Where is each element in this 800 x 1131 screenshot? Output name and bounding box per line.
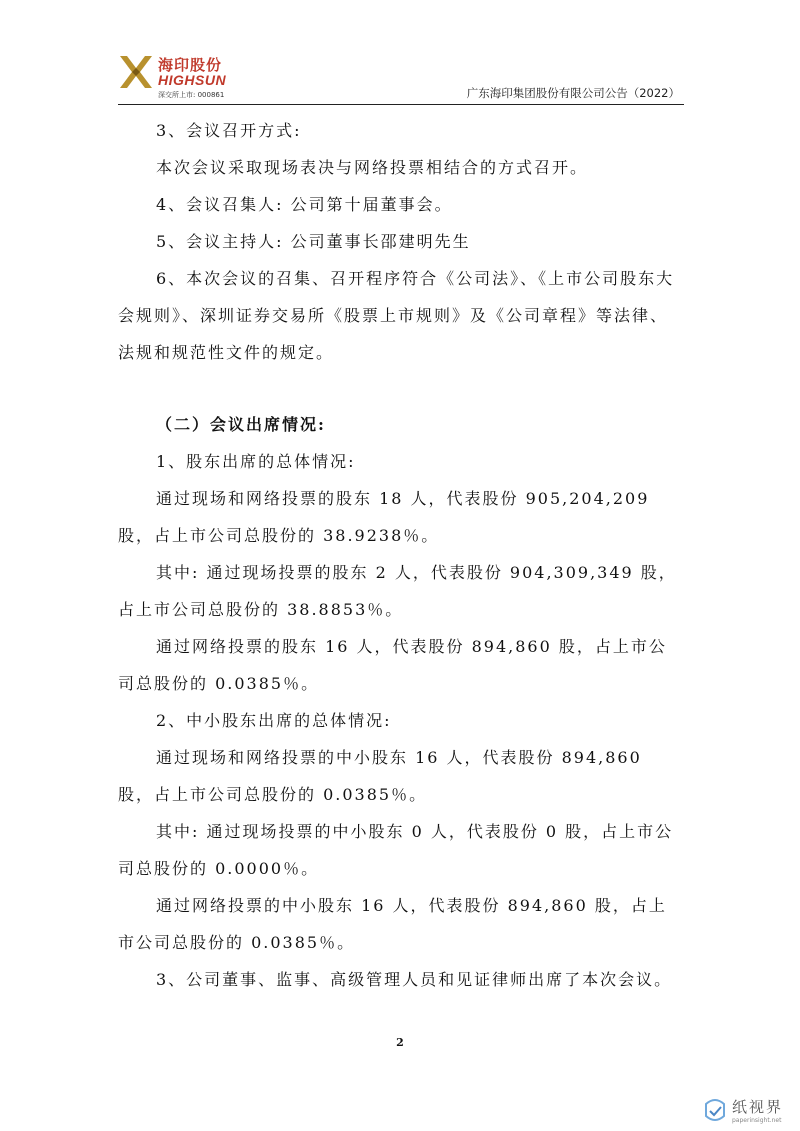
paragraph: 通过现场和网络投票的股东 18 人，代表股份 905,204,209 股，占上市公司总股份的 38.9238％。 — [118, 489, 650, 545]
logo-chinese-name: 海印股份 — [158, 56, 223, 74]
logo-stock-code: 深交所上市: 000861 — [158, 91, 225, 99]
paragraph: 其中: 通过现场投票的中小股东 0 人，代表股份 0 股，占上市公司总股份的 0.0000％。 — [118, 822, 674, 878]
paragraph: 其中: 通过现场投票的股东 2 人，代表股份 904,309,349 股，占上市公司总股份的 38.8853％。 — [118, 563, 677, 619]
paragraph: 6、本次会议的召集、召开程序符合《公司法》、《上市公司股东大会规则》、深圳证券交易所《股票上市规则》及《公司章程》等法律、法规和规范性文件的规定。 — [118, 269, 675, 362]
watermark-text: 纸视界 — [732, 1098, 784, 1116]
paragraph: 3、会议召开方式: — [156, 121, 302, 140]
paragraph: 通过网络投票的中小股东 16 人，代表股份 894,860 股，占上市公司总股份的 0.0385％。 — [118, 896, 667, 952]
paragraph: 3、公司董事、监事、高级管理人员和见证律师出席了本次会议。 — [156, 970, 673, 989]
paragraph: 本次会议采取现场表决与网络投票相结合的方式召开。 — [156, 158, 589, 177]
logo-english-name: HIGHSUN — [158, 72, 227, 88]
watermark-url: paperinsight.net — [732, 1117, 782, 1124]
highsun-logo-icon — [118, 54, 154, 90]
paragraph: 1、股东出席的总体情况: — [156, 452, 356, 471]
paragraph: 2、中小股东出席的总体情况: — [156, 711, 392, 730]
document-body — [118, 112, 684, 998]
header-divider — [118, 104, 684, 105]
paragraph: 通过网络投票的股东 16 人，代表股份 894,860 股，占上市公司总股份的 0.0385％。 — [118, 637, 667, 693]
header-title: 广东海印集团股份有限公司公告（2022） — [466, 86, 680, 100]
page-number: 2 — [396, 1036, 404, 1049]
paragraph: 通过现场和网络投票的中小股东 16 人，代表股份 894,860 股，占上市公司总股份的 0.0385％。 — [118, 748, 642, 804]
spacer — [118, 371, 684, 406]
paragraph: 4、会议召集人: 公司第十届董事会。 — [156, 195, 453, 214]
paperinsight-logo-icon — [702, 1098, 728, 1124]
page-header — [118, 52, 684, 106]
watermark — [700, 1094, 800, 1131]
paragraph: 5、会议主持人: 公司董事长邵建明先生 — [156, 232, 471, 251]
section-heading: （二）会议出席情况: — [156, 415, 326, 434]
